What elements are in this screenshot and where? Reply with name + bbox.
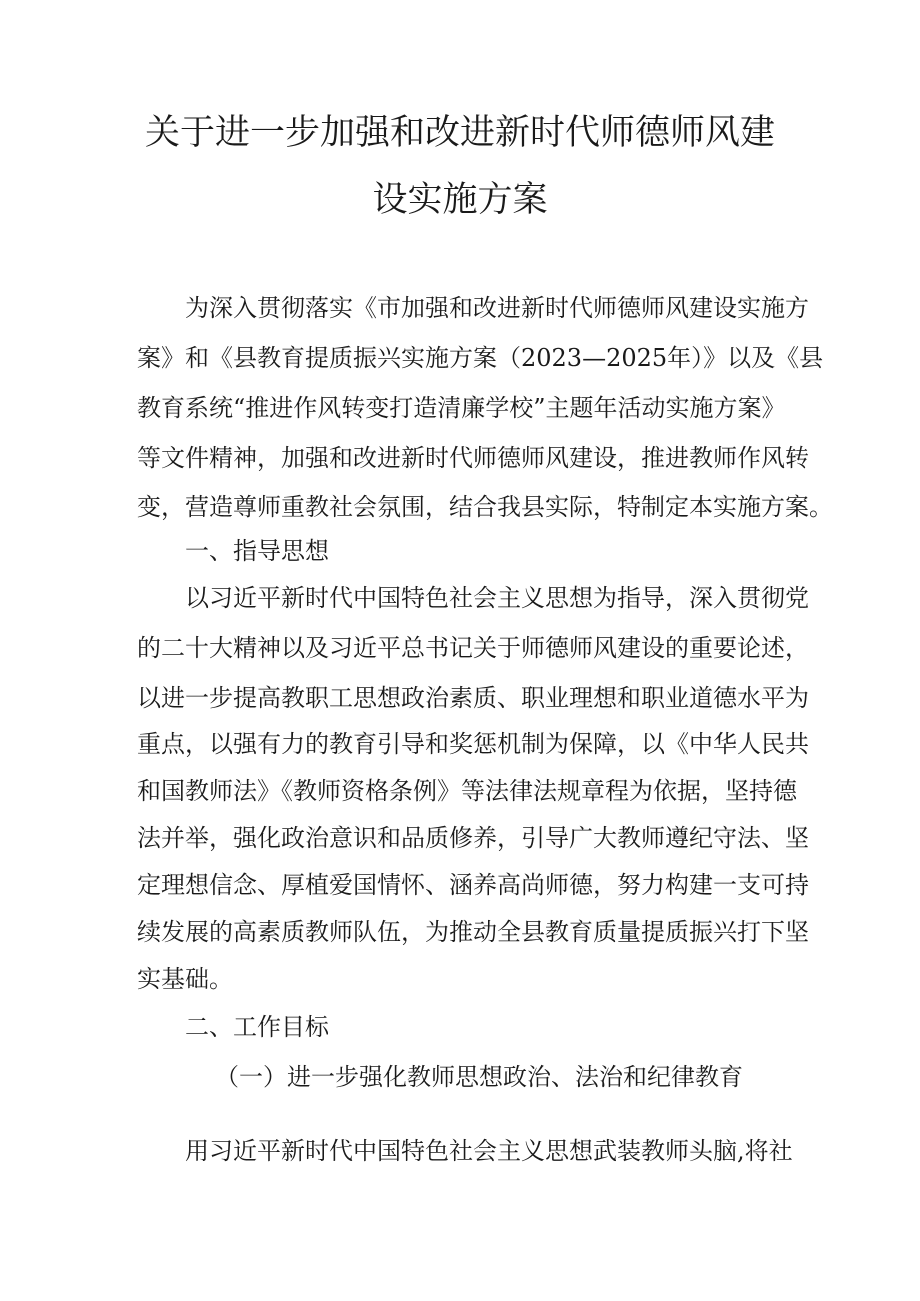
section-1-line-2 — [137, 633, 809, 663]
section-1-line-8 — [137, 917, 809, 947]
section-1-line-5-text: 和国教师法》《教师资格条例》等法律法规章程为依据，坚持德 — [137, 777, 797, 805]
section-2-heading: 二、工作目标 — [185, 1013, 329, 1041]
section-1-line-2-text: 的二十大精神以及习近平总书记关于师德师风建设的重要论述， — [137, 634, 809, 662]
section-1-heading: 一、指导思想 — [185, 537, 329, 565]
section-1-line-6-text: 法并举，强化政治意识和品质修养，引导广大教师遵纪守法、坚 — [137, 824, 809, 852]
intro-line-2-text: 案》和《县教育提质振兴实施方案（2023—2025年）》以及《县 — [137, 344, 824, 372]
section-1-line-8-text: 续发展的高素质教师队伍，为推动全县教育质量提质振兴打下坚 — [137, 918, 809, 946]
document-title-line-1: 关于进一步加强和改进新时代师德师风建 — [144, 113, 775, 153]
section-1-line-3 — [137, 683, 809, 713]
intro-line-4-text: 等文件精神，加强和改进新时代师德师风建设，推进教师作风转 — [137, 444, 809, 472]
section-1-line-9: 实基础。 — [137, 965, 233, 993]
section-1-line-4 — [137, 729, 809, 759]
section-1-line-1: 以习近平新时代中国特色社会主义思想为指导，深入贯彻党 — [185, 584, 809, 612]
section-1-line-7-text: 定理想信念、厚植爱国情怀、涵养高尚师德，努力构建一支可持 — [137, 871, 809, 899]
section-1-line-3-text: 以进一步提高教职工思想政治素质、职业理想和职业道德水平为 — [137, 684, 809, 712]
intro-line-2 — [137, 343, 824, 373]
document-title-line-2: 设实施方案 — [372, 180, 548, 220]
subsection-1-line-1: 用习近平新时代中国特色社会主义思想武装教师头脑,将社 — [185, 1137, 793, 1165]
intro-line-3 — [137, 393, 785, 423]
subsection-1-heading: （一）进一步强化教师思想政治、法治和纪律教育 — [215, 1063, 743, 1091]
intro-line-1: 为深入贯彻落实《市加强和改进新时代师德师风建设实施方 — [185, 294, 809, 322]
intro-line-3-text: 教育系统“推进作风转变打造清廉学校”主题年活动实施方案》 — [137, 394, 786, 422]
section-1-line-6 — [137, 823, 809, 853]
intro-line-5: 变，营造尊师重教社会氛围，结合我县实际，特制定本实施方案。 — [137, 493, 833, 521]
section-1-line-4-text: 重点，以强有力的教育引导和奖惩机制为保障，以《中华人民共 — [137, 730, 809, 758]
section-1-line-5 — [137, 776, 797, 806]
section-1-line-7 — [137, 870, 809, 900]
intro-line-4 — [137, 443, 809, 473]
